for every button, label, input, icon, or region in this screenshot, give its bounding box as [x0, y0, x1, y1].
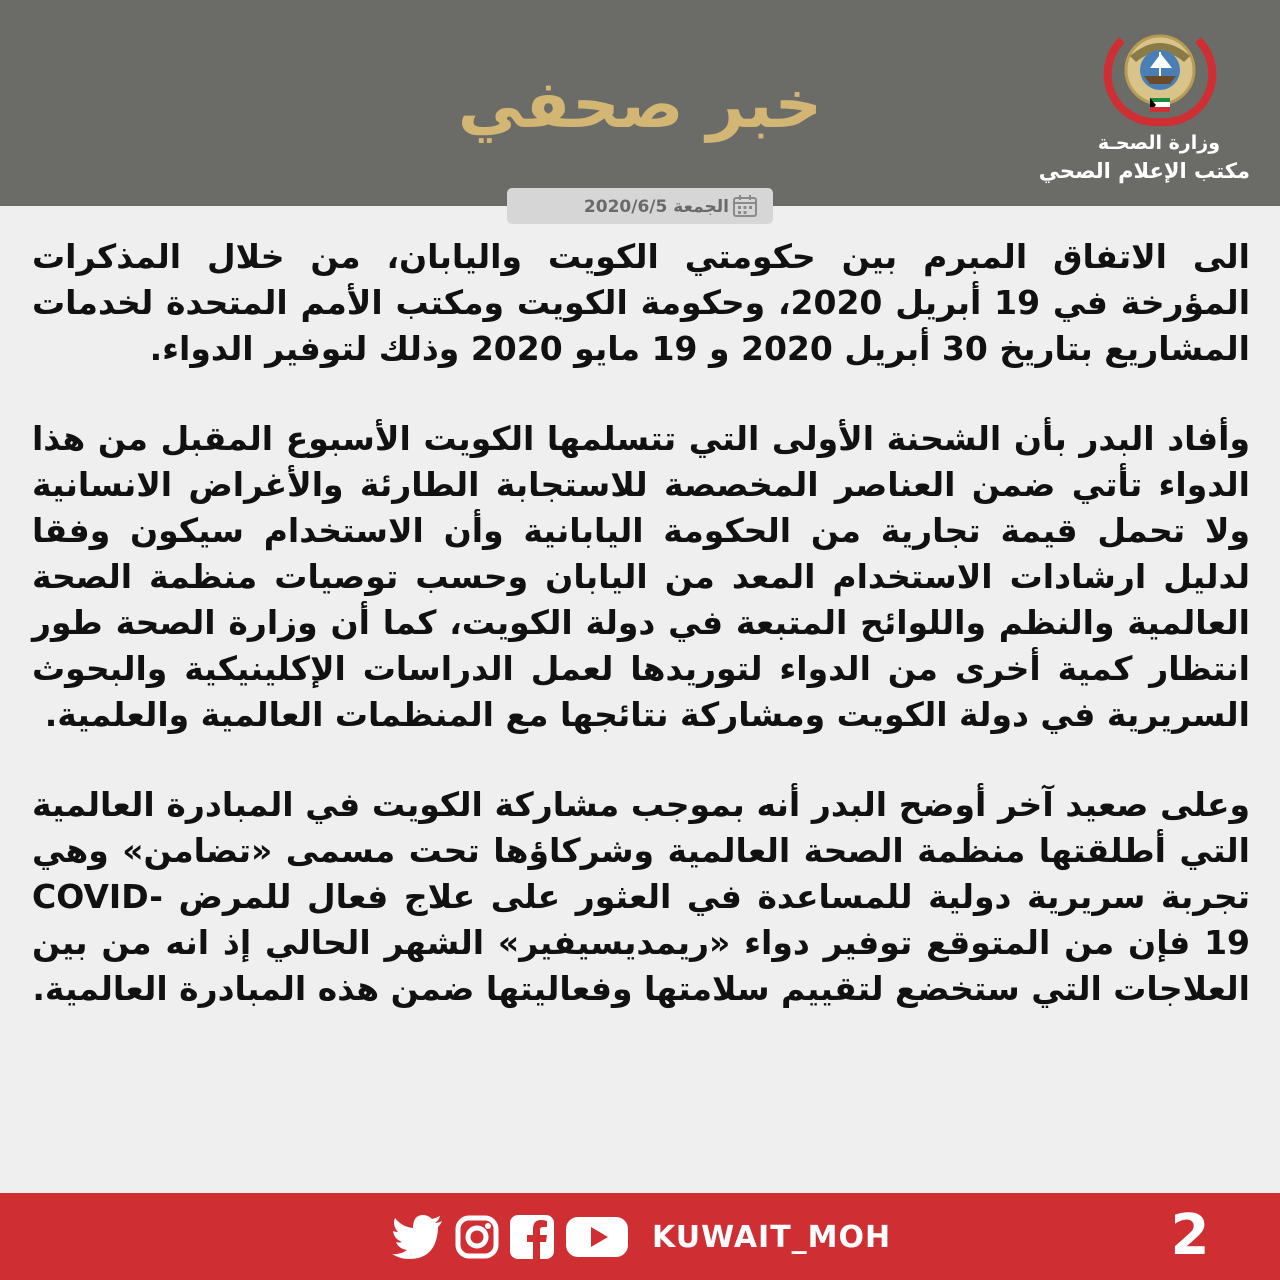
social-handle[interactable]: KUWAIT_MOH	[652, 1220, 892, 1255]
instagram-icon[interactable]	[455, 1215, 499, 1259]
article-paragraph-1: الى الاتفاق المبرم بين حكومتي الكويت واليابان، من خلال المذكرات المؤرخة في 19 أبريل 2020، وحكومة الكويت ومكتب الأمم المتحدة لخدمات المشاريع بتاريخ 30 أبريل 2020 و 19 مايو 2020 وذلك لتوفير الدواء.	[32, 237, 1250, 368]
header-band	[0, 0, 1280, 206]
footer-band	[0, 1193, 1280, 1280]
ministry-name: وزارة الصحـة	[1097, 132, 1220, 154]
page-number: 2	[1170, 1203, 1210, 1268]
ministry-block	[990, 130, 1250, 186]
date-badge	[507, 188, 773, 224]
date-text: الجمعة 2020/6/5	[583, 197, 729, 217]
article-body	[32, 234, 1250, 1056]
facebook-icon[interactable]	[510, 1215, 554, 1259]
twitter-icon[interactable]	[392, 1215, 444, 1259]
calendar-icon	[733, 195, 757, 217]
article-paragraph-2: وأفاد البدر بأن الشحنة الأولى التي تتسلمها الكويت الأسبوع المقبل من هذا الدواء تأتي ضمن العناصر المخصصة للاستجابة الطارئة والأغراض الانسانية ولا تحمل قيمة تجارية من الحكومة اليابانية وأن الاستخدام سيكون وفقا لدليل ارشادات الاستخدام المعد من اليابان وحسب توصيات منظمة الصحة العالمية والنظم واللوائح المتبعة في دولة الكويت، كما أن وزارة الصحة طور انتظار كمية أخرى من الدواء لتوريدها لعمل الدراسات الإكلينيكية والبحوث السريرية في دولة الكويت ومشاركة نتائجها مع المنظمات العالمية والعلمية.	[32, 419, 1250, 734]
page-title: خبر صحفي	[457, 66, 823, 143]
office-name: مكتب الإعلام الصحي	[1038, 159, 1250, 183]
youtube-icon[interactable]	[566, 1215, 628, 1259]
kuwait-emblem-icon	[1100, 22, 1220, 132]
article-paragraph-3: وعلى صعيد آخر أوضح البدر أنه بموجب مشاركة الكويت في المبادرة العالمية التي أطلقتها منظمة الصحة العالمية وشركاؤها تحت مسمى «تضامن» وهي تجربة سريرية دولية للمساعدة في العثور على علاج فعال للمرض COVID-19 فإن من المتوقع توفير دواء «ريمديسيفير» الشهر الحالي إذ انه من بين العلاجات التي ستخضع لتقييم سلامتها وفعاليتها ضمن هذه المبادرة العالمية.	[32, 785, 1250, 1008]
